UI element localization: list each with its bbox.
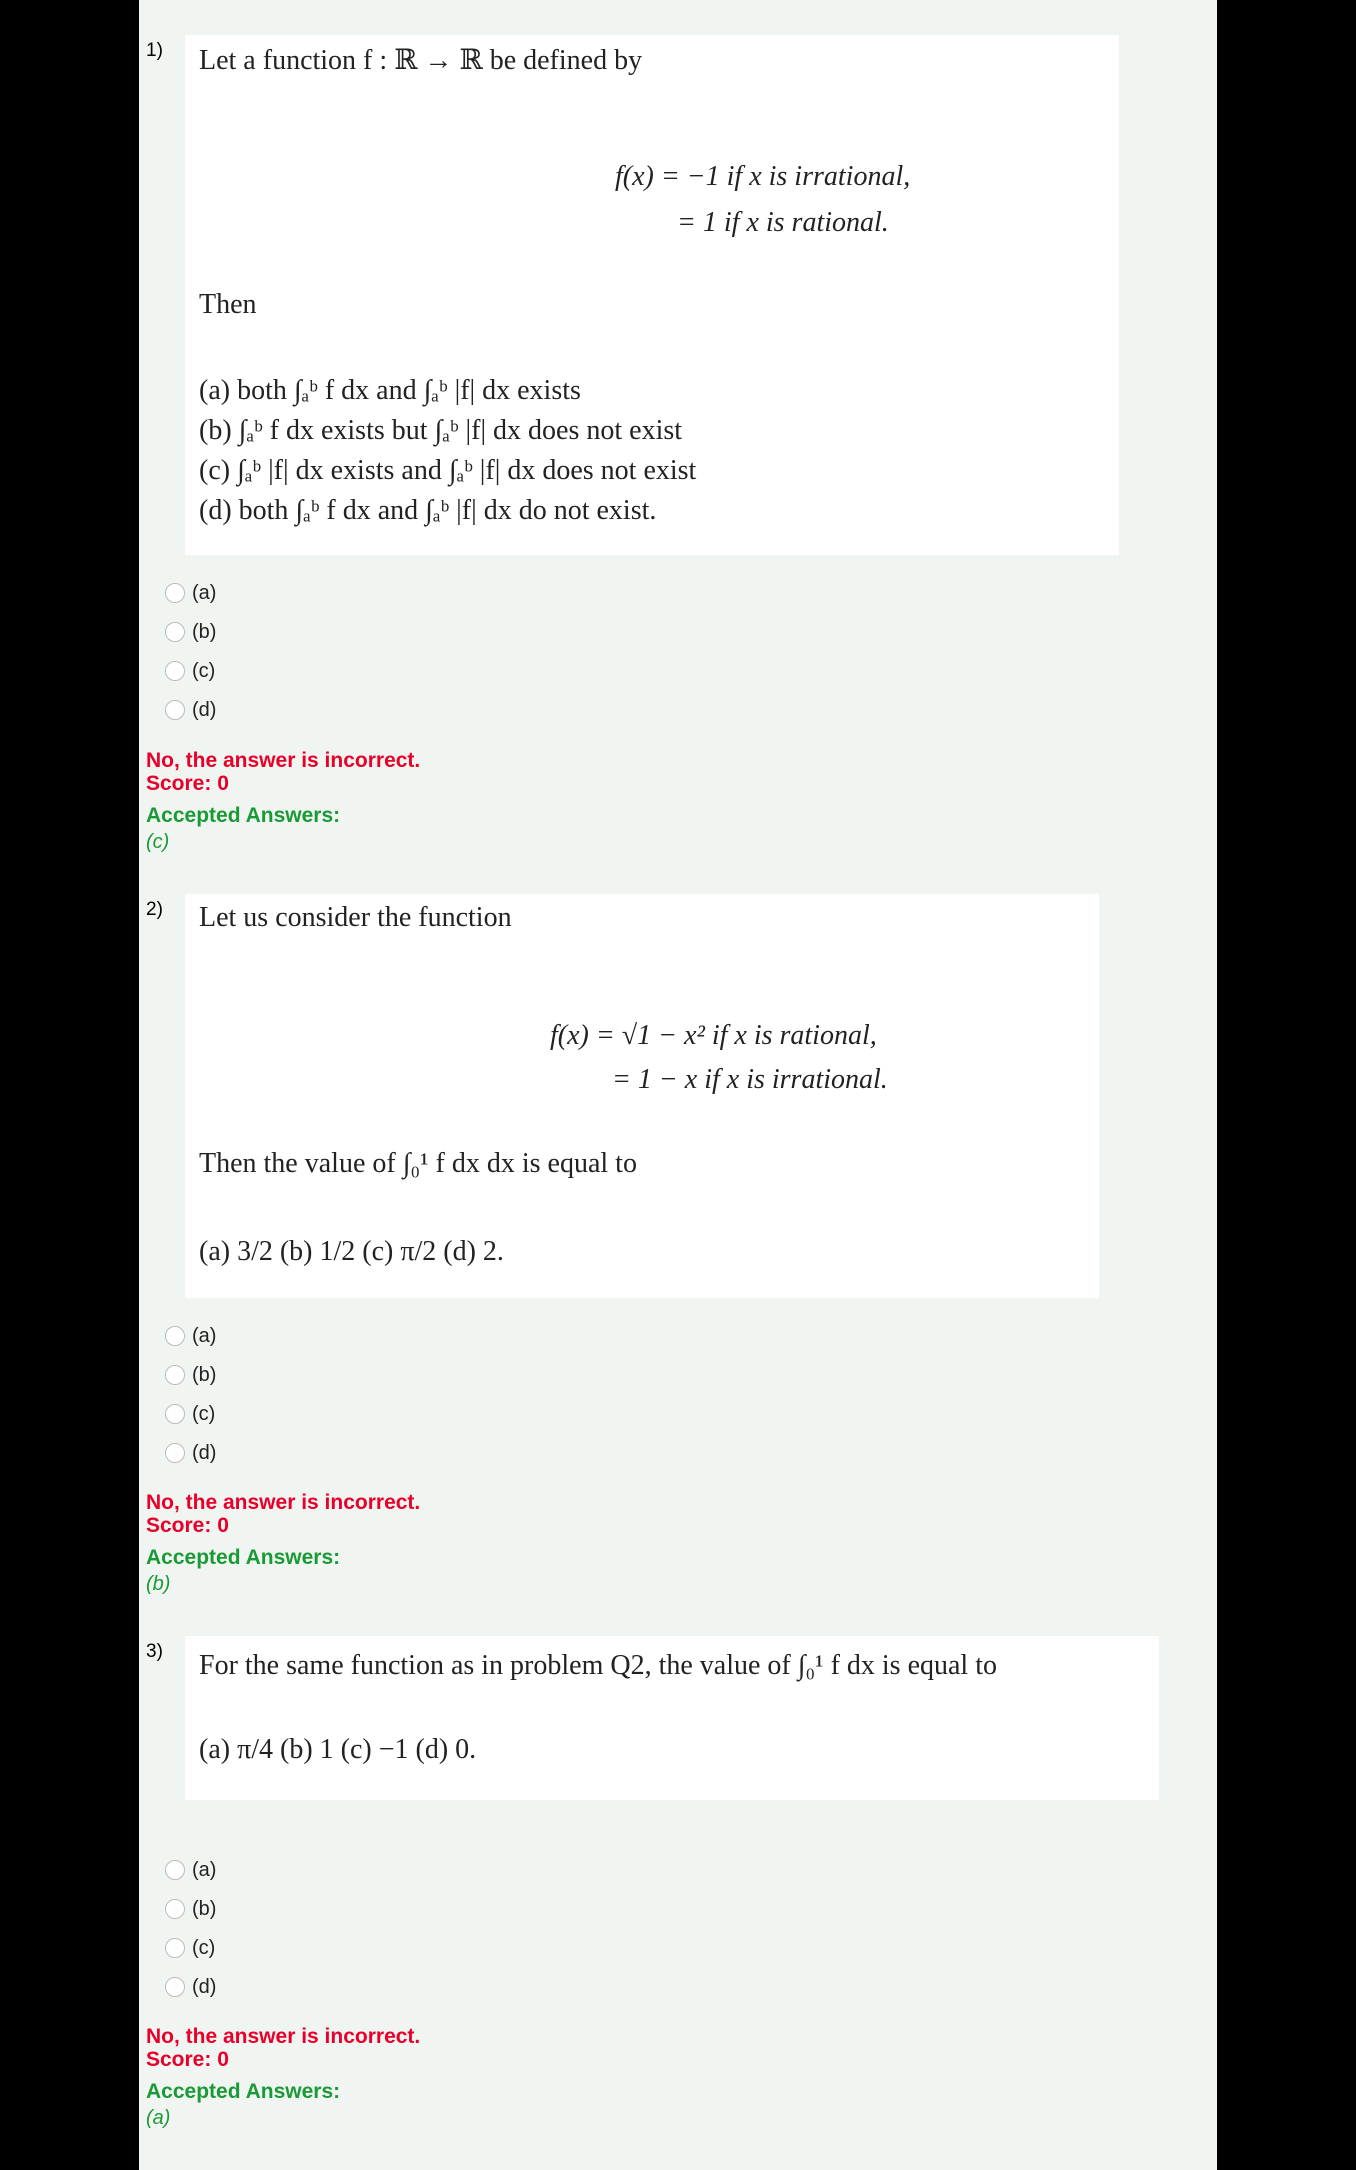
- radio-button[interactable]: [165, 1938, 185, 1958]
- feedback-incorrect: No, the answer is incorrect.: [146, 749, 421, 772]
- accepted-answers-label: Accepted Answers:: [146, 2080, 341, 2103]
- option-label: (c): [192, 1936, 216, 1959]
- choice-d: (d) both ∫ₐᵇ f dx and ∫ₐᵇ |f| dx do not exist.: [199, 495, 657, 526]
- radio-button[interactable]: [165, 1899, 185, 1919]
- option-b[interactable]: [165, 619, 216, 645]
- option-a[interactable]: [165, 580, 216, 606]
- radio-button[interactable]: [165, 622, 185, 642]
- question-number: 3): [146, 1641, 163, 1662]
- radio-button[interactable]: [165, 700, 185, 720]
- question-intro: Let us consider the function: [199, 902, 512, 933]
- option-d[interactable]: [165, 1974, 216, 2000]
- question-body: [185, 35, 1119, 555]
- accepted-answers-label: Accepted Answers:: [146, 804, 341, 827]
- radio-button[interactable]: [165, 583, 185, 603]
- formula-line-1: f(x) = −1 if x is irrational,: [615, 161, 911, 192]
- option-label: (a): [192, 1858, 217, 1881]
- assignment-sheet: [139, 0, 1217, 2170]
- choices-inline: (a) 3/2 (b) 1/2 (c) π/2 (d) 2.: [199, 1236, 504, 1267]
- option-label: (a): [192, 1324, 217, 1347]
- question-number: 1): [146, 40, 163, 61]
- accepted-answers-label: Accepted Answers:: [146, 1546, 341, 1569]
- question-intro: For the same function as in problem Q2, the value of ∫₀¹ f dx is equal to: [199, 1650, 997, 1681]
- option-label: (d): [192, 698, 217, 721]
- choice-a: (a) both ∫ₐᵇ f dx and ∫ₐᵇ |f| dx exists: [199, 375, 581, 406]
- option-c[interactable]: [165, 1935, 215, 1961]
- feedback-incorrect: No, the answer is incorrect.: [146, 1491, 421, 1514]
- choices-inline: (a) π/4 (b) 1 (c) −1 (d) 0.: [199, 1734, 477, 1765]
- question-then: Then: [199, 289, 257, 320]
- option-label: (d): [192, 1975, 217, 1998]
- score-text: Score: 0: [146, 772, 229, 795]
- option-label: (b): [192, 1897, 217, 1920]
- option-b[interactable]: [165, 1896, 216, 1922]
- score-text: Score: 0: [146, 1514, 229, 1537]
- radio-button[interactable]: [165, 1443, 185, 1463]
- radio-button[interactable]: [165, 1404, 185, 1424]
- formula-line-1: f(x) = √1 − x² if x is rational,: [550, 1020, 877, 1051]
- option-label: (c): [192, 1402, 216, 1425]
- question-then: Then the value of ∫₀¹ f dx dx is equal to: [199, 1148, 637, 1179]
- accepted-answer-value: (c): [146, 831, 170, 853]
- option-label: (b): [192, 620, 217, 643]
- option-c[interactable]: [165, 658, 215, 684]
- question-body: [185, 894, 1099, 1298]
- choice-b: (b) ∫ₐᵇ f dx exists but ∫ₐᵇ |f| dx does not exist: [199, 415, 683, 446]
- question-intro: Let a function f : ℝ → ℝ be defined by: [199, 45, 643, 76]
- radio-button[interactable]: [165, 1326, 185, 1346]
- formula-line-2: = 1 if x is rational.: [677, 207, 889, 238]
- feedback-incorrect: No, the answer is incorrect.: [146, 2025, 421, 2048]
- accepted-answer-value: (b): [146, 1573, 171, 1595]
- radio-button[interactable]: [165, 661, 185, 681]
- question-number: 2): [146, 899, 163, 920]
- question-body: [185, 1636, 1159, 1800]
- option-label: (a): [192, 581, 217, 604]
- option-label: (b): [192, 1363, 217, 1386]
- option-c[interactable]: [165, 1401, 215, 1427]
- choice-c: (c) ∫ₐᵇ |f| dx exists and ∫ₐᵇ |f| dx does not exist: [199, 455, 697, 486]
- option-a[interactable]: [165, 1857, 216, 1883]
- option-d[interactable]: [165, 1440, 216, 1466]
- option-a[interactable]: [165, 1323, 216, 1349]
- score-text: Score: 0: [146, 2048, 229, 2071]
- option-label: (c): [192, 659, 216, 682]
- radio-button[interactable]: [165, 1365, 185, 1385]
- option-d[interactable]: [165, 697, 216, 723]
- option-label: (d): [192, 1441, 217, 1464]
- accepted-answer-value: (a): [146, 2107, 171, 2129]
- radio-button[interactable]: [165, 1977, 185, 1997]
- radio-button[interactable]: [165, 1860, 185, 1880]
- option-b[interactable]: [165, 1362, 216, 1388]
- formula-line-2: = 1 − x if x is irrational.: [612, 1064, 888, 1095]
